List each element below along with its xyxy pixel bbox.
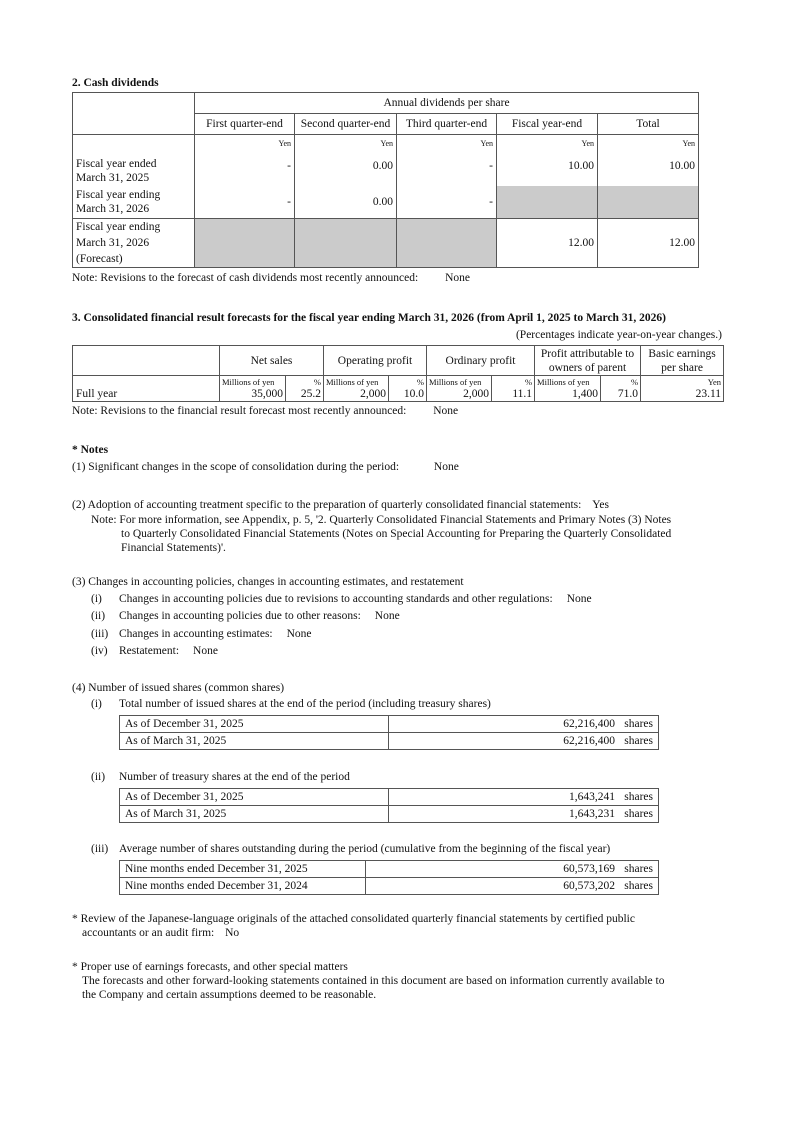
col-total: Total (598, 114, 699, 135)
unit-label: Yen (682, 139, 696, 148)
value-cell: 2,000 (463, 387, 490, 400)
value-cell: 25.2 (300, 387, 321, 400)
item-number: (iii) (91, 628, 109, 640)
note-1 (72, 461, 459, 473)
item-number: (ii) (91, 771, 106, 783)
value-cell: 23.11 (695, 387, 722, 400)
note-2-detail-line: Note: For more information, see Appendix, p. 5, '2. Quarterly Consolidated Financial Statements and Primary Notes (3) Notes (91, 514, 672, 526)
row-value (366, 861, 659, 878)
item-number: (iii) (91, 843, 109, 855)
row-label: Full year (73, 376, 220, 402)
value-cell: 10.00 (669, 160, 696, 172)
unit-label: Yen (707, 376, 722, 387)
dividends-note-label: Note: Revisions to the forecast of cash dividends most recently announced: (72, 272, 419, 284)
unit-label: shares (624, 808, 653, 820)
row-label: Nine months ended December 31, 2025 (120, 861, 366, 878)
section-title-text: Number of treasury shares at the end of the period (119, 771, 350, 783)
header-line: per share (661, 361, 703, 374)
item-number: (ii) (91, 610, 106, 622)
unit-label: Yen (581, 139, 594, 148)
row-label (73, 135, 195, 187)
shaded-cell (195, 219, 295, 268)
annual-dividends-header: Annual dividends per share (195, 93, 699, 114)
value-cell: 35,000 (251, 387, 283, 400)
row-label-line: Fiscal year ending (76, 221, 161, 233)
shares-section-title (91, 698, 491, 710)
value-cell: 12.00 (497, 219, 598, 268)
header-line: owners of parent (548, 361, 627, 374)
review-line-2 (82, 927, 239, 939)
forecast-title: 3. Consolidated financial result forecasts for the fiscal year ending March 31, 2026 (from April 1, 2025 to March 31, 2026) (72, 312, 666, 324)
item-number: (i) (91, 593, 102, 605)
unit-label: Millions of yen (537, 376, 590, 387)
review-value: No (225, 927, 240, 939)
col-operating-profit: Operating profit (324, 346, 427, 376)
item-label: Changes in accounting policies due to revisions to accounting standards and other regulations: (119, 593, 553, 605)
value-cell: 0.00 (295, 187, 397, 219)
table-row (120, 806, 659, 823)
header-blank-cell (73, 346, 220, 376)
table-row (73, 135, 699, 187)
col-first-quarter: First quarter-end (195, 114, 295, 135)
table-row (73, 219, 699, 268)
note-4-title: (4) Number of issued shares (common shares) (72, 682, 285, 694)
value-cell: 10.00 (568, 160, 594, 172)
row-label: As of March 31, 2025 (120, 733, 389, 750)
dividends-note-value: None (445, 272, 470, 284)
value-cell: 1,400 (572, 387, 599, 400)
shaded-cell (397, 219, 497, 268)
unit-label: Millions of yen (326, 376, 379, 387)
note-1-value: None (433, 461, 459, 473)
table-row (73, 187, 699, 219)
row-value (389, 806, 659, 823)
note-2 (72, 499, 609, 511)
cash-dividends-title: 2. Cash dividends (72, 77, 159, 89)
section-title-text: Average number of shares outstanding during the period (cumulative from the beginning of the fiscal year) (119, 843, 611, 855)
treasury-shares-table (119, 788, 659, 823)
dividends-note (72, 272, 470, 284)
shares-section-title (91, 843, 610, 855)
col-profit-parent (535, 346, 641, 376)
item-number: (i) (91, 698, 102, 710)
item-value: None (374, 610, 400, 622)
header-blank-cell (73, 93, 195, 135)
unit-label: Yen (278, 139, 291, 148)
table-row (120, 789, 659, 806)
value-cell: - (397, 187, 497, 219)
row-label: As of December 31, 2025 (120, 789, 389, 806)
proper-use-line: the Company and certain assumptions deemed to be reasonable. (82, 989, 377, 1001)
unit-label: Millions of yen (222, 376, 275, 387)
review-line: * Review of the Japanese-language originals of the attached consolidated quarterly financial statements by certified public (72, 913, 635, 925)
shares-section-title (91, 771, 350, 783)
item-number: (iv) (91, 645, 108, 657)
cash-dividends-table (72, 92, 699, 268)
proper-use-line: The forecasts and other forward-looking statements contained in this document are based on information currently available to (82, 975, 665, 987)
note-3-item (91, 610, 400, 622)
value-cell: 12.00 (598, 219, 699, 268)
row-label: As of December 31, 2025 (120, 716, 389, 733)
col-second-quarter: Second quarter-end (295, 114, 397, 135)
unit-label: % (524, 376, 533, 387)
row-value (366, 878, 659, 895)
share-count: 1,643,231 (569, 808, 615, 820)
unit-label: shares (624, 880, 653, 892)
unit-label: shares (624, 863, 653, 875)
note-3-item (91, 593, 592, 605)
row-label-line: Fiscal year ended (76, 157, 157, 170)
unit-label: shares (624, 791, 653, 803)
forecast-note (72, 405, 458, 417)
unit-label: shares (624, 718, 653, 730)
forecast-table (72, 345, 724, 402)
value-cell: 71.0 (617, 387, 639, 400)
note-2-detail-line: to Quarterly Consolidated Financial Statements (Notes on Special Accounting for Preparing the Quarterly Consolidated (121, 528, 672, 540)
section-title-text: Total number of issued shares at the end of the period (including treasury shares) (119, 698, 491, 710)
row-label (73, 219, 195, 268)
average-shares-table (119, 860, 659, 895)
table-row (120, 878, 659, 895)
value-cell: 0.00 (372, 160, 393, 172)
share-count: 60,573,202 (563, 880, 615, 892)
row-value (389, 716, 659, 733)
forecast-subtitle: (Percentages indicate year-on-year changes.) (515, 329, 722, 341)
note-1-label: (1) Significant changes in the scope of consolidation during the period: (72, 461, 400, 473)
unit-label: shares (624, 735, 653, 747)
col-eps (641, 346, 724, 376)
item-label: Restatement: (119, 645, 180, 657)
row-label-line: March 31, 2025 (76, 171, 150, 184)
shaded-cell (598, 187, 699, 219)
item-label: Changes in accounting policies due to other reasons: (119, 610, 361, 622)
item-label: Changes in accounting estimates: (119, 628, 273, 640)
value-cell: - (489, 160, 493, 172)
row-value (389, 733, 659, 750)
unit-label: % (416, 376, 425, 387)
value-cell: - (195, 187, 295, 219)
unit-label: % (313, 376, 321, 387)
unit-label: % (630, 376, 639, 387)
share-count: 60,573,169 (563, 863, 615, 875)
note-2-detail-line: Financial Statements)'. (121, 542, 226, 554)
row-label-line: Fiscal year ending (76, 189, 161, 202)
shaded-cell (295, 219, 397, 268)
note-3-item (91, 645, 218, 657)
issued-shares-table (119, 715, 659, 750)
table-row (120, 733, 659, 750)
shaded-cell (497, 187, 598, 219)
header-line: Basic earnings (648, 347, 716, 360)
col-ordinary-profit: Ordinary profit (427, 346, 535, 376)
col-fiscal-year-end: Fiscal year-end (497, 114, 598, 135)
notes-title: * Notes (72, 444, 109, 456)
unit-label: Millions of yen (429, 376, 482, 387)
table-row (120, 716, 659, 733)
row-value (389, 789, 659, 806)
row-label: Nine months ended December 31, 2024 (120, 878, 366, 895)
note-2-label: (2) Adoption of accounting treatment specific to the preparation of quarterly consolidated financial statements: (72, 499, 582, 511)
row-label-line: March 31, 2026 (76, 237, 150, 249)
row-label: As of March 31, 2025 (120, 806, 389, 823)
item-value: None (193, 645, 218, 657)
share-count: 1,643,241 (569, 791, 615, 803)
table-row (73, 376, 724, 402)
note-3-item (91, 628, 312, 640)
table-row (120, 861, 659, 878)
col-third-quarter: Third quarter-end (397, 114, 497, 135)
proper-use-title: * Proper use of earnings forecasts, and other special matters (72, 961, 348, 973)
value-cell: 11.1 (512, 387, 533, 400)
row-label (73, 187, 195, 219)
note-2-value: Yes (592, 499, 609, 511)
forecast-note-label: Note: Revisions to the financial result forecast most recently announced: (72, 405, 407, 417)
header-line: Profit attributable to (540, 347, 635, 360)
item-value: None (566, 593, 592, 605)
share-count: 62,216,400 (563, 735, 615, 747)
unit-label: Yen (380, 139, 393, 148)
share-count: 62,216,400 (563, 718, 615, 730)
unit-label: Yen (480, 139, 493, 148)
review-label: accountants or an audit firm: (82, 927, 215, 939)
forecast-note-value: None (433, 405, 459, 417)
item-value: None (286, 628, 312, 640)
col-net-sales: Net sales (220, 346, 324, 376)
row-label-line: (Forecast) (76, 253, 123, 265)
value-cell: 10.0 (403, 387, 425, 400)
value-cell: - (287, 160, 291, 172)
note-3-title: (3) Changes in accounting policies, changes in accounting estimates, and restatement (72, 576, 464, 588)
row-label-line: March 31, 2026 (76, 203, 150, 216)
value-cell: 2,000 (360, 387, 386, 400)
